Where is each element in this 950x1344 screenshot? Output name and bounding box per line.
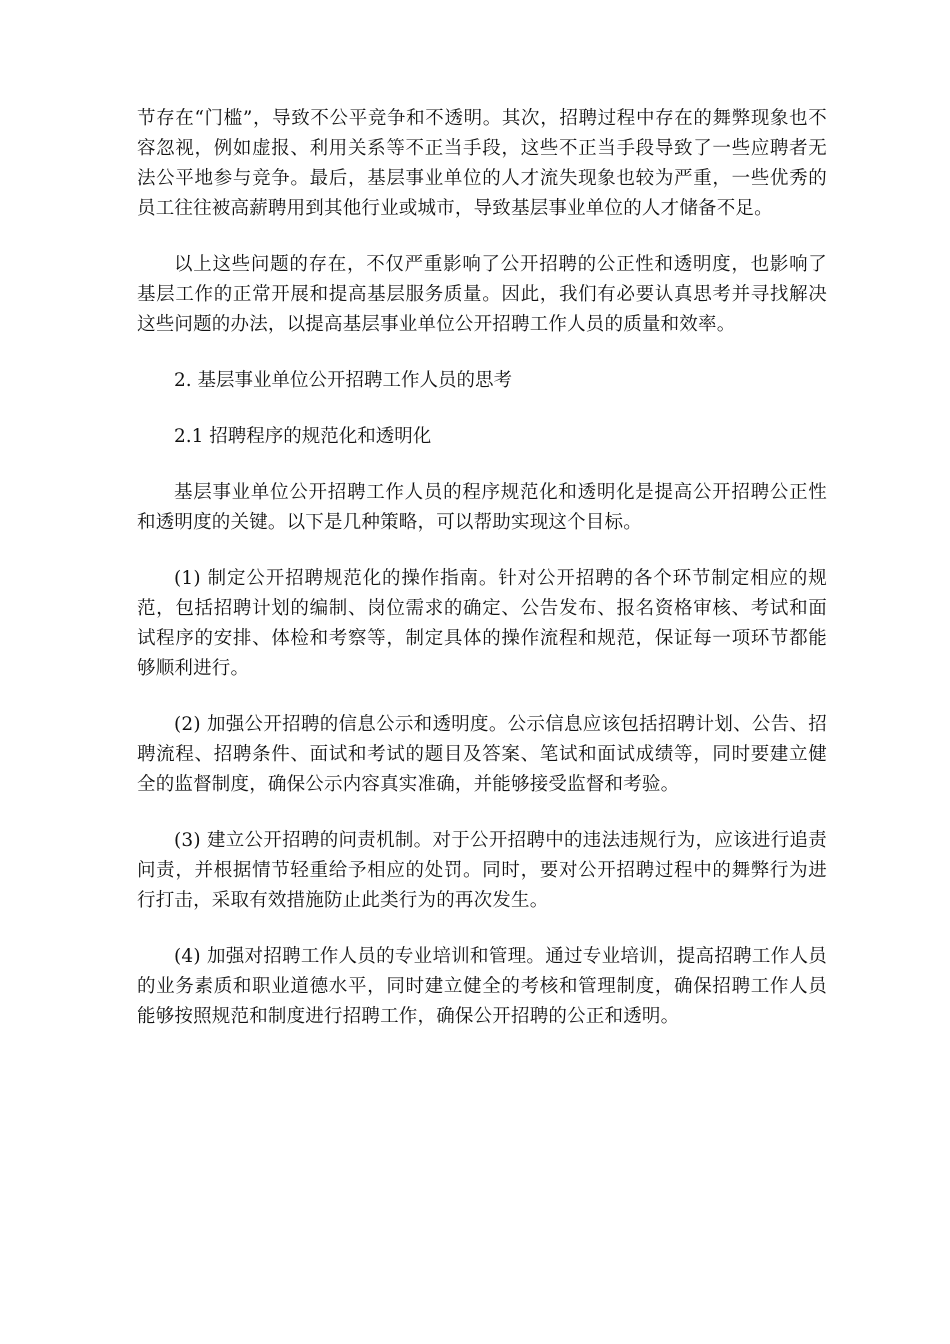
paragraph-continued: 节存在“门槛”，导致不公平竞争和不透明。其次，招聘过程中存在的舞弊现象也不容忽视，例如虚报、利用关系等不正当手段，这些不正当手段导致了一些应聘者无法公平地参与竞争。最后，基层事业单位的人才流失现象也较为严重，一些优秀的员工往往被高薪聘用到其他行业或城市，导致基层事业单位的人才储备不足。	[137, 108, 827, 219]
subsection-heading: 2.1 招聘程序的规范化和透明化	[174, 426, 432, 447]
document-body	[137, 104, 827, 1032]
list-item-1: (1) 制定公开招聘规范化的操作指南。针对公开招聘的各个环节制定相应的规范，包括招聘计划的编制、岗位需求的确定、公告发布、报名资格审核、考试和面试程序的安排、体检和考察等，制定具体的操作流程和规范，保证每一项环节都能够顺利进行。	[137, 568, 827, 679]
list-item-2: (2) 加强公开招聘的信息公示和透明度。公示信息应该包括招聘计划、公告、招聘流程、招聘条件、面试和考试的题目及答案、笔试和面试成绩等，同时要建立健全的监督制度，确保公示内容真实准确，并能够接受监督和考验。	[137, 714, 827, 795]
list-item-3: (3) 建立公开招聘的问责机制。对于公开招聘中的违法违规行为，应该进行追责问责，并根据情节轻重给予相应的处罚。同时，要对公开招聘过程中的舞弊行为进行打击，采取有效措施防止此类行为的再次发生。	[137, 830, 827, 911]
list-item-4: (4) 加强对招聘工作人员的专业培训和管理。通过专业培训，提高招聘工作人员的业务素质和职业道德水平，同时建立健全的考核和管理制度，确保招聘工作人员能够按照规范和制度进行招聘工作，确保公开招聘的公正和透明。	[137, 946, 827, 1027]
paragraph-problems-summary: 以上这些问题的存在，不仅严重影响了公开招聘的公正性和透明度，也影响了基层工作的正常开展和提高基层服务质量。因此，我们有必要认真思考并寻找解决这些问题的办法，以提高基层事业单位公开招聘工作人员的质量和效率。	[137, 254, 827, 335]
intro-paragraph: 基层事业单位公开招聘工作人员的程序规范化和透明化是提高公开招聘公正性和透明度的关键。以下是几种策略，可以帮助实现这个目标。	[137, 482, 827, 533]
section-heading: 2. 基层事业单位公开招聘工作人员的思考	[174, 370, 513, 391]
